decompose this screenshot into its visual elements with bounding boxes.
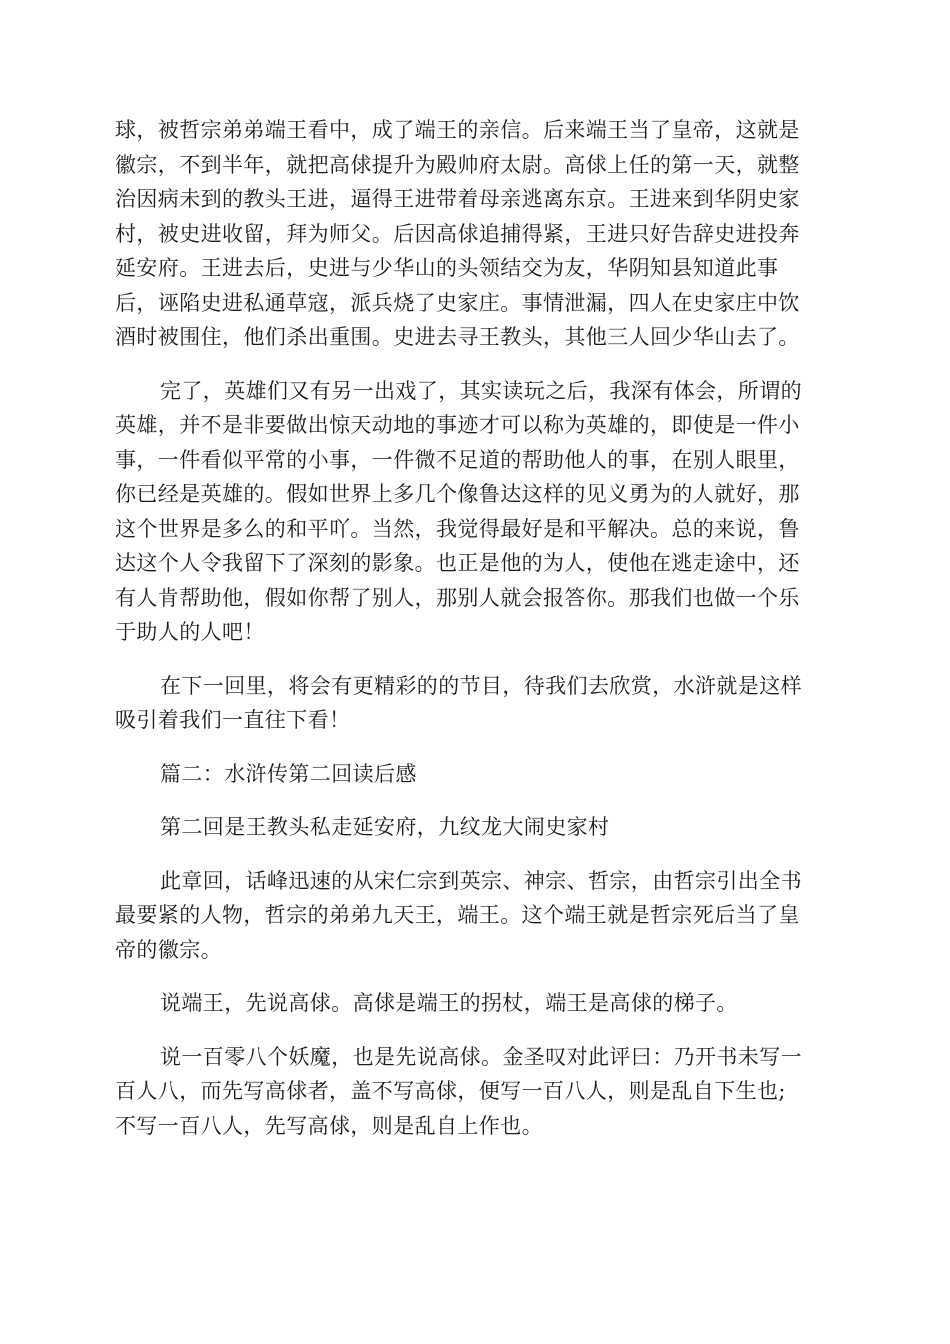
- paragraph-line: 在下一回里，将会有更精彩的的节目，待我们去欣赏，水浒就是这样: [160, 673, 802, 698]
- paragraph-line: 说端王，先说高俅。高俅是端王的拐杖，端王是高俅的梯子。: [160, 991, 738, 1015]
- paragraph: [115, 669, 835, 738]
- paragraph-line: 英雄，并不是非要做出惊天动地的事迹才可以称为英雄的，即使是一件小: [115, 413, 800, 437]
- paragraph-line: 篇二：水浒传第二回读后感: [160, 761, 417, 786]
- paragraph-line: 百人八，而先写高俅者，盖不写高俅，便写一百八人，则是乱自下生也;: [115, 1079, 786, 1103]
- paragraph: [115, 113, 835, 355]
- paragraph-line: 吸引着我们一直往下看！: [115, 708, 351, 732]
- paragraph-line: 后，诬陷史进私通草寇，派兵烧了史家庄。事情泄漏，四人在史家庄中饮: [115, 290, 800, 315]
- paragraph-line: 这个世界是多么的和平吖。当然，我觉得最好是和平解决。总的来说，鲁: [115, 516, 800, 541]
- paragraph: [115, 1040, 835, 1144]
- paragraph-line: 你已经是英雄的。假如世界上多几个像鲁达这样的见义勇为的人就好，那: [115, 482, 800, 506]
- paragraph: [115, 864, 835, 968]
- paragraph-line: 帝的徽宗。: [115, 937, 222, 962]
- paragraph-line: 于助人的人吧！: [115, 620, 265, 644]
- paragraph: [115, 810, 835, 845]
- paragraph-line: 治因病未到的教头王进，逼得王进带着母亲逃离东京。王进来到华阴史家: [115, 187, 800, 211]
- paragraph-line: 延安府。王进去后，史进与少华山的头领结交为友，华阴知县知道此事: [115, 256, 779, 280]
- paragraph-line: 村，被史进收留，拜为师父。后因高俅追捕得紧，王进只好告辞史进投奔: [115, 221, 800, 246]
- paragraph: [115, 374, 835, 650]
- paragraph-line: 徽宗，不到半年，就把高俅提升为殿帅府太尉。高俅上任的第一天，就整: [115, 152, 800, 177]
- paragraph: [115, 757, 835, 792]
- paragraph-line: 不写一百八人，先写高俅，则是乱自上作也。: [115, 1113, 543, 1138]
- paragraph-line: 事，一件看似平常的小事，一件微不足道的帮助他人的事，在别人眼里，: [115, 447, 800, 472]
- paragraph: [115, 986, 835, 1021]
- paragraph-line: 球，被哲宗弟弟端王看中，成了端王的亲信。后来端王当了皇帝，这就是: [115, 118, 800, 142]
- paragraph-line: 酒时被围住，他们杀出重围。史进去寻王教头，其他三人回少华山去了。: [115, 325, 800, 349]
- paragraph-line: 达这个人令我留下了深刻的影象。也正是他的为人，使他在逃走途中，还: [115, 551, 800, 575]
- document-body: [115, 113, 835, 1162]
- paragraph-line: 说一百零八个妖魔，也是先说高俅。金圣叹对此评曰：乃开书未写一: [160, 1044, 802, 1069]
- paragraph-line: 此章回，话峰迅速的从宋仁宗到英宗、神宗、哲宗，由哲宗引出全书: [160, 868, 802, 893]
- paragraph-line: 第二回是王教头私走延安府，九纹龙大闹史家村: [160, 815, 610, 839]
- paragraph-line: 有人肯帮助他，假如你帮了别人，那别人就会报答你。那我们也做一个乐: [115, 585, 800, 610]
- paragraph-line: 完了，英雄们又有另一出戏了，其实读玩之后，我深有体会，所谓的: [160, 378, 802, 403]
- paragraph-line: 最要紧的人物，哲宗的弟弟九天王，端王。这个端王就是哲宗死后当了皇: [115, 903, 800, 927]
